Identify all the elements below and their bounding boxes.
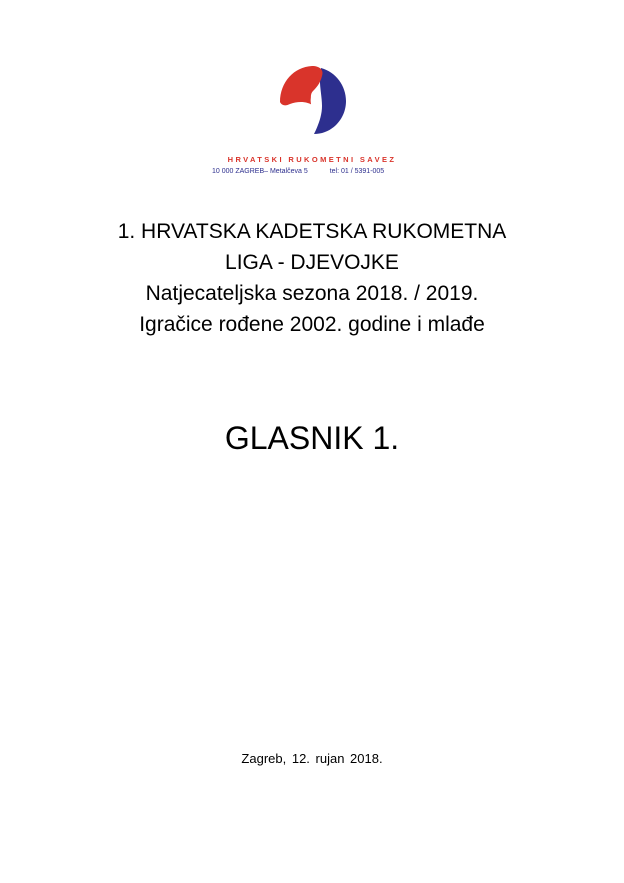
org-contact xyxy=(212,168,384,175)
org-phone: tel: 01 / 5391-005 xyxy=(329,168,385,175)
bulletin-heading: GLASNIK 1. xyxy=(224,420,400,456)
org-address: 10 000 ZAGREB– Metalčeva 5 xyxy=(212,168,308,175)
federation-logo xyxy=(276,64,348,136)
title-line-season: Natjecateljska sezona 2018. / 2019. xyxy=(145,282,479,305)
dateline: Zagreb, 12. rujan 2018. xyxy=(241,751,383,766)
title-line-category: LIGA - DJEVOJKE xyxy=(225,251,399,274)
title-line-age-group: Igračice rođene 2002. godine i mlađe xyxy=(139,313,485,336)
document-title xyxy=(0,216,624,340)
title-line-league: 1. HRVATSKA KADETSKA RUKOMETNA xyxy=(117,220,507,243)
org-name: HRVATSKI RUKOMETNI SAVEZ xyxy=(227,155,397,164)
